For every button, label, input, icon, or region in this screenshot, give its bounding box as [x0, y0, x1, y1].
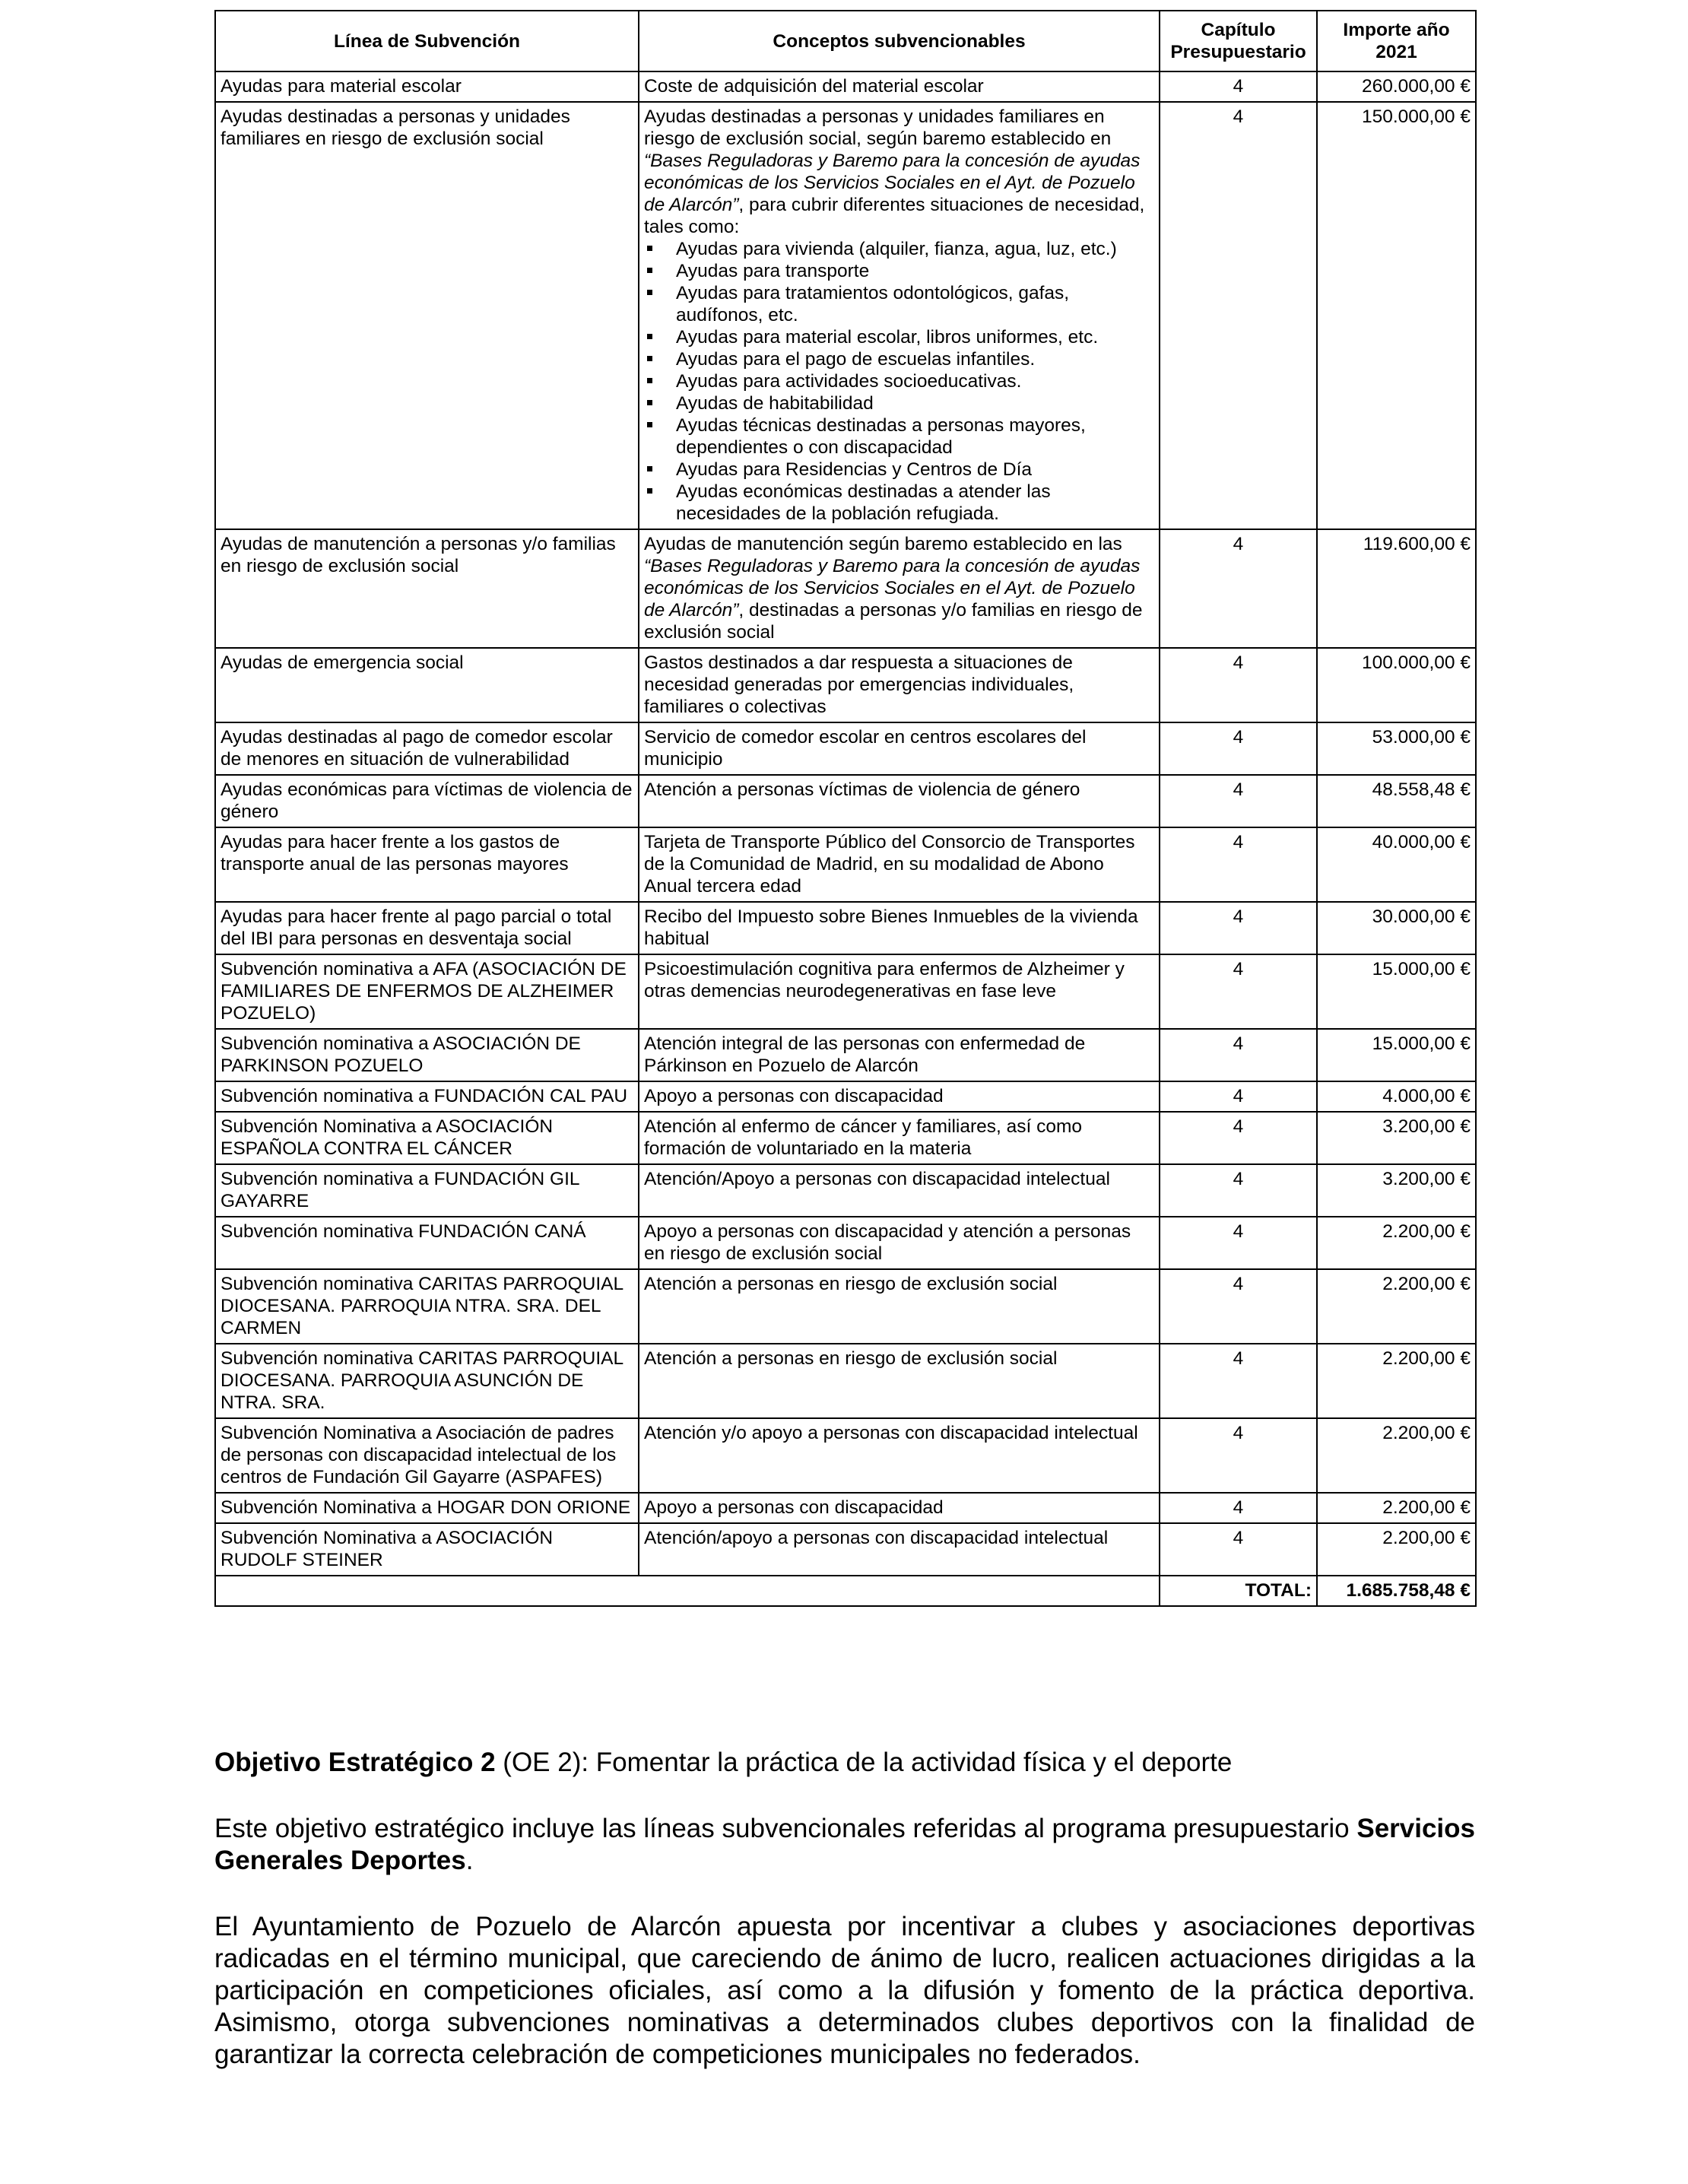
concept-bullet-list	[644, 238, 1154, 525]
total-blank-cell	[215, 1576, 1160, 1606]
cell-line: Ayudas de manutención a personas y/o familias en riesgo de exclusión social	[215, 529, 639, 648]
list-item: Ayudas técnicas destinadas a personas mayores, dependientes o con discapacidad	[644, 414, 1154, 459]
cell-line: Subvención Nominativa a HOGAR DON ORIONE	[215, 1493, 639, 1523]
table-row	[215, 775, 1476, 827]
cell-chapter: 4	[1160, 102, 1317, 529]
table-header-row	[215, 11, 1476, 71]
objective-paragraph-1	[214, 1813, 1475, 1877]
header-chapter-line1: Capítulo	[1201, 20, 1276, 40]
concept-text	[644, 779, 1154, 801]
cell-amount: 53.000,00 €	[1317, 722, 1476, 775]
cell-chapter: 4	[1160, 1418, 1317, 1493]
objective-heading-bold: Objetivo Estratégico 2	[214, 1748, 496, 1777]
header-line: Línea de Subvención	[215, 11, 639, 71]
concept-text	[644, 726, 1154, 770]
concept-segment: Ayudas destinadas a personas y unidades familiares en riesgo de exclusión social, según baremo establecido en	[644, 106, 1112, 149]
objective-heading-rest: (OE 2): Fomentar la práctica de la actividad física y el deporte	[495, 1748, 1233, 1777]
list-item: Ayudas para el pago de escuelas infantiles.	[644, 348, 1154, 370]
cell-concepts	[639, 1217, 1160, 1269]
cell-chapter: 4	[1160, 1269, 1317, 1344]
table-row	[215, 529, 1476, 648]
cell-concepts	[639, 1344, 1160, 1418]
cell-chapter: 4	[1160, 722, 1317, 775]
concept-text	[644, 831, 1154, 897]
cell-amount: 48.558,48 €	[1317, 775, 1476, 827]
concept-text	[644, 1348, 1154, 1370]
concept-segment: Apoyo a personas con discapacidad y atención a personas en riesgo de exclusión social	[644, 1221, 1131, 1264]
concept-segment: Gastos destinados a dar respuesta a situaciones de necesidad generadas por emergencias individuales, familiares o colectivas	[644, 652, 1074, 717]
cell-concepts	[639, 1493, 1160, 1523]
cell-concepts	[639, 902, 1160, 954]
concept-segment: Atención y/o apoyo a personas con discapacidad intelectual	[644, 1423, 1138, 1443]
concept-segment: Psicoestimulación cognitiva para enfermos de Alzheimer y otras demencias neurodegenerativas en fase leve	[644, 959, 1125, 1002]
list-item: Ayudas de habitabilidad	[644, 392, 1154, 414]
cell-chapter: 4	[1160, 902, 1317, 954]
cell-concepts	[639, 71, 1160, 102]
concept-text	[644, 1497, 1154, 1519]
table-row	[215, 1164, 1476, 1217]
cell-chapter: 4	[1160, 827, 1317, 902]
cell-amount: 260.000,00 €	[1317, 71, 1476, 102]
list-item: Ayudas para Residencias y Centros de Día	[644, 459, 1154, 481]
grants-table	[214, 10, 1477, 1607]
concept-segment: Apoyo a personas con discapacidad	[644, 1086, 944, 1106]
cell-concepts	[639, 1269, 1160, 1344]
cell-chapter: 4	[1160, 1164, 1317, 1217]
table-row	[215, 827, 1476, 902]
cell-amount: 100.000,00 €	[1317, 648, 1476, 722]
cell-line: Ayudas para hacer frente al pago parcial o total del IBI para personas en desventaja social	[215, 902, 639, 954]
cell-chapter: 4	[1160, 1217, 1317, 1269]
concept-text	[644, 1221, 1154, 1265]
list-item: Ayudas para transporte	[644, 260, 1154, 282]
header-amount	[1317, 11, 1476, 71]
cell-concepts	[639, 1081, 1160, 1112]
cell-amount: 150.000,00 €	[1317, 102, 1476, 529]
table-row	[215, 648, 1476, 722]
cell-amount: 30.000,00 €	[1317, 902, 1476, 954]
cell-concepts	[639, 1164, 1160, 1217]
cell-concepts	[639, 1418, 1160, 1493]
concept-segment: Atención/apoyo a personas con discapacidad intelectual	[644, 1528, 1109, 1548]
table-row	[215, 954, 1476, 1029]
table-row	[215, 1112, 1476, 1164]
cell-chapter: 4	[1160, 1029, 1317, 1081]
concept-text	[644, 1422, 1154, 1444]
cell-concepts	[639, 827, 1160, 902]
concept-segment: Servicio de comedor escolar en centros escolares del municipio	[644, 727, 1087, 770]
cell-amount: 40.000,00 €	[1317, 827, 1476, 902]
table-row	[215, 1217, 1476, 1269]
concept-text	[644, 652, 1154, 718]
table-row	[215, 1493, 1476, 1523]
concept-text	[644, 1168, 1154, 1190]
cell-amount: 15.000,00 €	[1317, 1029, 1476, 1081]
header-amount-line2: 2021	[1375, 42, 1417, 62]
cell-amount: 4.000,00 €	[1317, 1081, 1476, 1112]
total-label: TOTAL:	[1160, 1576, 1317, 1606]
cell-amount: 119.600,00 €	[1317, 529, 1476, 648]
cell-line: Ayudas de emergencia social	[215, 648, 639, 722]
table-row	[215, 902, 1476, 954]
cell-line: Ayudas destinadas al pago de comedor escolar de menores en situación de vulnerabilidad	[215, 722, 639, 775]
cell-line: Subvención nominativa a ASOCIACIÓN DE PARKINSON POZUELO	[215, 1029, 639, 1081]
cell-concepts	[639, 648, 1160, 722]
cell-chapter: 4	[1160, 648, 1317, 722]
cell-chapter: 4	[1160, 1344, 1317, 1418]
cell-chapter: 4	[1160, 954, 1317, 1029]
header-chapter-line2: Presupuestario	[1170, 42, 1306, 62]
cell-concepts	[639, 1523, 1160, 1576]
concept-segment: Ayudas de manutención según baremo establecido en las	[644, 534, 1122, 554]
cell-concepts	[639, 1112, 1160, 1164]
table-row	[215, 722, 1476, 775]
list-item: Ayudas para material escolar, libros uniformes, etc.	[644, 326, 1154, 348]
cell-line: Ayudas para material escolar	[215, 71, 639, 102]
table-row	[215, 1081, 1476, 1112]
concept-text	[644, 906, 1154, 950]
cell-line: Subvención nominativa CARITAS PARROQUIAL DIOCESANA. PARROQUIA ASUNCIÓN DE NTRA. SRA.	[215, 1344, 639, 1418]
concept-segment: , para cubrir diferentes situaciones de necesidad, tales como:	[644, 195, 1145, 237]
cell-amount: 3.200,00 €	[1317, 1112, 1476, 1164]
header-concepts: Conceptos subvencionables	[639, 11, 1160, 71]
concept-text	[644, 75, 1154, 97]
cell-concepts	[639, 775, 1160, 827]
concept-segment: Atención integral de las personas con enfermedad de Párkinson en Pozuelo de Alarcón	[644, 1033, 1086, 1076]
concept-segment: Tarjeta de Transporte Público del Consorcio de Transportes de la Comunidad de Madrid, en su modalidad de Abono Anual tercera edad	[644, 832, 1135, 897]
concept-reference: “Bases Reguladoras y Baremo para la concesión de ayudas económicas de los Servicios Sociales en el Ayt. de Pozuelo de Alarcón”	[644, 556, 1141, 621]
concept-text	[644, 1116, 1154, 1160]
cell-line: Subvención Nominativa a ASOCIACIÓN ESPAÑOLA CONTRA EL CÁNCER	[215, 1112, 639, 1164]
cell-line: Subvención nominativa FUNDACIÓN CANÁ	[215, 1217, 639, 1269]
cell-line: Subvención nominativa a FUNDACIÓN CAL PAU	[215, 1081, 639, 1112]
header-amount-line1: Importe año	[1343, 20, 1450, 40]
concept-segment: Atención a personas víctimas de violencia de género	[644, 779, 1080, 800]
cell-chapter: 4	[1160, 71, 1317, 102]
concept-text	[644, 958, 1154, 1002]
cell-amount: 2.200,00 €	[1317, 1493, 1476, 1523]
cell-line: Ayudas para hacer frente a los gastos de transporte anual de las personas mayores	[215, 827, 639, 902]
concept-segment: Coste de adquisición del material escolar	[644, 76, 984, 97]
table-row	[215, 1029, 1476, 1081]
cell-line: Ayudas destinadas a personas y unidades familiares en riesgo de exclusión social	[215, 102, 639, 529]
concept-reference: “Bases Reguladoras y Baremo para la concesión de ayudas económicas de los Servicios Sociales en el Ayt. de Pozuelo de Alarcón”	[644, 151, 1141, 215]
objective-p1-end: .	[465, 1846, 474, 1875]
cell-chapter: 4	[1160, 1523, 1317, 1576]
concept-text	[644, 1085, 1154, 1107]
cell-line: Subvención nominativa CARITAS PARROQUIAL DIOCESANA. PARROQUIA NTRA. SRA. DEL CARMEN	[215, 1269, 639, 1344]
concept-text	[644, 533, 1154, 643]
list-item: Ayudas para tratamientos odontológicos, gafas, audífonos, etc.	[644, 282, 1154, 326]
cell-line: Subvención nominativa a AFA (ASOCIACIÓN DE FAMILIARES DE ENFERMOS DE ALZHEIMER POZUELO)	[215, 954, 639, 1029]
table-row	[215, 102, 1476, 529]
cell-amount: 2.200,00 €	[1317, 1217, 1476, 1269]
header-chapter	[1160, 11, 1317, 71]
objective-paragraph-2: El Ayuntamiento de Pozuelo de Alarcón apuesta por incentivar a clubes y asociaciones deportivas radicadas en el término municipal, que careciendo de ánimo de lucro, realicen actuaciones dirigidas a la participación en competiciones oficiales, así como a la difusión y fomento de la práctica deportiva. Asimismo, otorga subvenciones nominativas a determinados clubes deportivos con la finalidad de garantizar la correcta celebración de competiciones municipales no federados.	[214, 1912, 1475, 2069]
cell-concepts	[639, 102, 1160, 529]
cell-line: Subvención nominativa a FUNDACIÓN GIL GAYARRE	[215, 1164, 639, 1217]
concept-segment: Atención/Apoyo a personas con discapacidad intelectual	[644, 1169, 1110, 1189]
cell-line: Ayudas económicas para víctimas de violencia de género	[215, 775, 639, 827]
objective-p1-text: Este objetivo estratégico incluye las líneas subvencionales referidas al programa presupuestario	[214, 1814, 1357, 1843]
cell-line: Subvención Nominativa a Asociación de padres de personas con discapacidad intelectual de los centros de Fundación Gil Gayarre (ASPAFES)	[215, 1418, 639, 1493]
list-item: Ayudas para actividades socioeducativas.	[644, 370, 1154, 392]
cell-concepts	[639, 529, 1160, 648]
table-row	[215, 1344, 1476, 1418]
concept-segment: , destinadas a personas y/o familias en riesgo de exclusión social	[644, 600, 1143, 643]
table-row	[215, 1523, 1476, 1576]
list-item: Ayudas económicas destinadas a atender las necesidades de la población refugiada.	[644, 481, 1154, 525]
cell-concepts	[639, 1029, 1160, 1081]
concept-segment: Apoyo a personas con discapacidad	[644, 1497, 944, 1518]
concept-segment: Recibo del Impuesto sobre Bienes Inmuebles de la vivienda habitual	[644, 906, 1138, 949]
cell-chapter: 4	[1160, 1081, 1317, 1112]
concept-text	[644, 1033, 1154, 1077]
concept-segment: Atención al enfermo de cáncer y familiares, así como formación de voluntariado en la materia	[644, 1116, 1083, 1159]
cell-line: Subvención Nominativa a ASOCIACIÓN RUDOLF STEINER	[215, 1523, 639, 1576]
list-item: Ayudas para vivienda (alquiler, fianza, agua, luz, etc.)	[644, 238, 1154, 260]
objective-p1-program: Servicios Generales Deportes	[214, 1814, 1475, 1875]
cell-concepts	[639, 954, 1160, 1029]
concept-text	[644, 1527, 1154, 1549]
cell-amount: 3.200,00 €	[1317, 1164, 1476, 1217]
table-body	[215, 71, 1476, 1576]
table-row	[215, 71, 1476, 102]
cell-amount: 2.200,00 €	[1317, 1344, 1476, 1418]
cell-chapter: 4	[1160, 529, 1317, 648]
cell-concepts	[639, 722, 1160, 775]
table-row	[215, 1418, 1476, 1493]
concept-segment: Atención a personas en riesgo de exclusión social	[644, 1274, 1058, 1294]
cell-amount: 2.200,00 €	[1317, 1523, 1476, 1576]
concept-segment: Atención a personas en riesgo de exclusión social	[644, 1348, 1058, 1369]
cell-amount: 15.000,00 €	[1317, 954, 1476, 1029]
table-row	[215, 1269, 1476, 1344]
cell-chapter: 4	[1160, 1112, 1317, 1164]
cell-amount: 2.200,00 €	[1317, 1269, 1476, 1344]
cell-chapter: 4	[1160, 775, 1317, 827]
concept-text	[644, 106, 1154, 238]
concept-text	[644, 1273, 1154, 1295]
objective-heading	[214, 1747, 1475, 1779]
cell-amount: 2.200,00 €	[1317, 1418, 1476, 1493]
total-value: 1.685.758,48 €	[1317, 1576, 1476, 1606]
total-row	[215, 1576, 1476, 1606]
cell-chapter: 4	[1160, 1493, 1317, 1523]
